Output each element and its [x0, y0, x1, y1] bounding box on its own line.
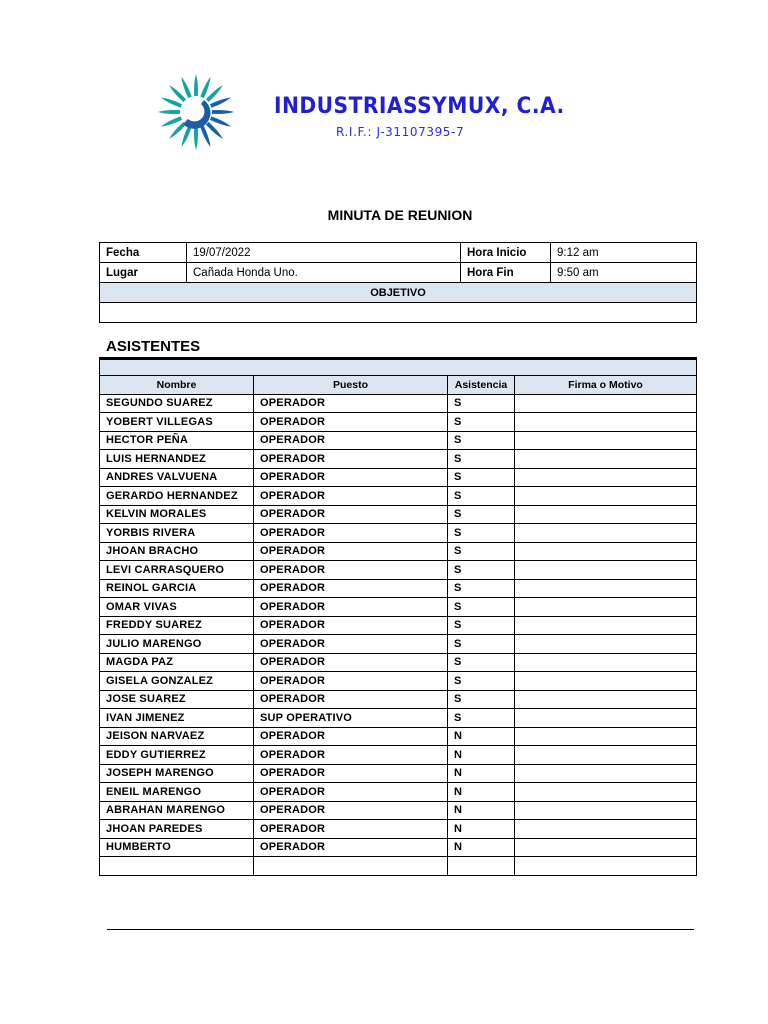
cell-asistencia: S: [448, 561, 515, 580]
cell-nombre: YOBERT VILLEGAS: [100, 413, 254, 432]
objetivo-value: [100, 303, 697, 323]
cell-firma: [515, 783, 697, 802]
cell-nombre: EDDY GUTIERREZ: [100, 746, 254, 765]
cell-asistencia: S: [448, 413, 515, 432]
cell-asistencia: S: [448, 450, 515, 469]
column-header-asistencia: Asistencia: [448, 376, 515, 395]
cell-nombre: JEISON NARVAEZ: [100, 727, 254, 746]
cell-firma: [515, 672, 697, 691]
cell-nombre: ENEIL MARENGO: [100, 783, 254, 802]
cell-puesto: OPERADOR: [254, 672, 448, 691]
cell-firma: [515, 616, 697, 635]
cell-puesto: OPERADOR: [254, 635, 448, 654]
cell-puesto: OPERADOR: [254, 746, 448, 765]
cell-nombre: ABRAHAN MARENGO: [100, 801, 254, 820]
cell-asistencia: S: [448, 616, 515, 635]
cell-firma: [515, 690, 697, 709]
cell-nombre: HECTOR PEÑA: [100, 431, 254, 450]
meeting-info-table: [99, 242, 697, 323]
cell-asistencia: S: [448, 468, 515, 487]
table-row: [100, 561, 697, 580]
cell-asistencia: S: [448, 690, 515, 709]
table-row: [100, 727, 697, 746]
fecha-label: Fecha: [100, 243, 187, 263]
cell-firma: [515, 542, 697, 561]
cell-asistencia: S: [448, 598, 515, 617]
cell-puesto: OPERADOR: [254, 764, 448, 783]
cell-firma: [515, 487, 697, 506]
cell-puesto: OPERADOR: [254, 413, 448, 432]
table-row: [100, 857, 697, 876]
cell-puesto: OPERADOR: [254, 505, 448, 524]
cell-nombre: LUIS HERNANDEZ: [100, 450, 254, 469]
cell-firma: [515, 820, 697, 839]
cell-asistencia: S: [448, 431, 515, 450]
meeting-row-place: [100, 263, 697, 283]
cell-nombre: JOSEPH MARENGO: [100, 764, 254, 783]
cell-puesto: SUP OPERATIVO: [254, 709, 448, 728]
attendees-title: ASISTENTES: [106, 338, 201, 355]
cell-nombre: GISELA GONZALEZ: [100, 672, 254, 691]
cell-asistencia: S: [448, 635, 515, 654]
table-row: [100, 524, 697, 543]
cell-firma: [515, 579, 697, 598]
cell-puesto: OPERADOR: [254, 783, 448, 802]
company-rif: R.I.F.: J-31107395-7: [336, 125, 465, 139]
cell-firma: [515, 431, 697, 450]
table-row: [100, 431, 697, 450]
cell-nombre: IVAN JIMENEZ: [100, 709, 254, 728]
cell-nombre: SEGUNDO SUAREZ: [100, 394, 254, 413]
cell-puesto: OPERADOR: [254, 653, 448, 672]
cell-puesto: OPERADOR: [254, 616, 448, 635]
cell-nombre: FREDDY SUAREZ: [100, 616, 254, 635]
table-row: [100, 820, 697, 839]
cell-firma: [515, 727, 697, 746]
hora-inicio-value: 9:12 am: [551, 243, 697, 263]
gear-leaf-icon: [156, 68, 236, 158]
table-row: [100, 653, 697, 672]
cell-nombre: YORBIS RIVERA: [100, 524, 254, 543]
cell-nombre: ANDRES VALVUENA: [100, 468, 254, 487]
table-row: [100, 838, 697, 857]
attendees-blank-header-row: [100, 360, 697, 376]
cell-puesto: OPERADOR: [254, 450, 448, 469]
cell-puesto: OPERADOR: [254, 820, 448, 839]
cell-puesto: OPERADOR: [254, 561, 448, 580]
cell-asistencia: S: [448, 542, 515, 561]
attendees-table: [99, 359, 697, 876]
cell-nombre: JHOAN BRACHO: [100, 542, 254, 561]
hora-inicio-label: Hora Inicio: [461, 243, 551, 263]
table-row: [100, 635, 697, 654]
objetivo-header-row: [100, 283, 697, 303]
cell-puesto: [254, 857, 448, 876]
table-row: [100, 783, 697, 802]
table-row: [100, 394, 697, 413]
table-row: [100, 487, 697, 506]
cell-firma: [515, 598, 697, 617]
cell-asistencia: N: [448, 727, 515, 746]
cell-asistencia: S: [448, 653, 515, 672]
column-header-nombre: Nombre: [100, 376, 254, 395]
cell-puesto: OPERADOR: [254, 579, 448, 598]
cell-asistencia: N: [448, 746, 515, 765]
cell-asistencia: [448, 857, 515, 876]
cell-asistencia: S: [448, 487, 515, 506]
cell-puesto: OPERADOR: [254, 468, 448, 487]
cell-nombre: JOSE SUAREZ: [100, 690, 254, 709]
attendees-header-row: [100, 376, 697, 395]
table-row: [100, 709, 697, 728]
table-row: [100, 413, 697, 432]
document-title: MINUTA DE REUNION: [327, 207, 473, 223]
cell-nombre: HUMBERTO: [100, 838, 254, 857]
hora-fin-value: 9:50 am: [551, 263, 697, 283]
cell-asistencia: N: [448, 801, 515, 820]
table-row: [100, 764, 697, 783]
table-row: [100, 801, 697, 820]
cell-nombre: KELVIN MORALES: [100, 505, 254, 524]
cell-firma: [515, 857, 697, 876]
table-row: [100, 672, 697, 691]
cell-asistencia: N: [448, 783, 515, 802]
cell-asistencia: S: [448, 709, 515, 728]
hora-fin-label: Hora Fin: [461, 263, 551, 283]
company-name: INDUSTRIASSYMUX, C.A.: [274, 94, 565, 119]
cell-firma: [515, 450, 697, 469]
cell-puesto: OPERADOR: [254, 801, 448, 820]
cell-nombre: JULIO MARENGO: [100, 635, 254, 654]
cell-nombre: GERARDO HERNANDEZ: [100, 487, 254, 506]
table-row: [100, 468, 697, 487]
objetivo-label: OBJETIVO: [100, 283, 697, 303]
cell-asistencia: S: [448, 672, 515, 691]
cell-nombre: MAGDA PAZ: [100, 653, 254, 672]
cell-puesto: OPERADOR: [254, 690, 448, 709]
cell-nombre: JHOAN PAREDES: [100, 820, 254, 839]
cell-asistencia: N: [448, 838, 515, 857]
column-header-firma: Firma o Motivo: [515, 376, 697, 395]
signature-line: [107, 929, 694, 930]
fecha-value: 19/07/2022: [187, 243, 461, 263]
cell-firma: [515, 413, 697, 432]
cell-puesto: OPERADOR: [254, 542, 448, 561]
cell-puesto: OPERADOR: [254, 838, 448, 857]
lugar-value: Cañada Honda Uno.: [187, 263, 461, 283]
cell-puesto: OPERADOR: [254, 394, 448, 413]
cell-nombre: REINOL GARCIA: [100, 579, 254, 598]
cell-firma: [515, 746, 697, 765]
cell-nombre: OMAR VIVAS: [100, 598, 254, 617]
cell-firma: [515, 709, 697, 728]
cell-puesto: OPERADOR: [254, 487, 448, 506]
table-row: [100, 505, 697, 524]
cell-asistencia: S: [448, 524, 515, 543]
table-row: [100, 542, 697, 561]
cell-firma: [515, 394, 697, 413]
lugar-label: Lugar: [100, 263, 187, 283]
cell-firma: [515, 468, 697, 487]
cell-asistencia: S: [448, 579, 515, 598]
cell-firma: [515, 764, 697, 783]
cell-firma: [515, 524, 697, 543]
cell-puesto: OPERADOR: [254, 524, 448, 543]
column-header-puesto: Puesto: [254, 376, 448, 395]
attendees-blank-header-cell: [100, 360, 697, 376]
cell-firma: [515, 838, 697, 857]
objetivo-value-row: [100, 303, 697, 323]
table-row: [100, 450, 697, 469]
cell-firma: [515, 635, 697, 654]
table-row: [100, 598, 697, 617]
cell-firma: [515, 505, 697, 524]
cell-firma: [515, 653, 697, 672]
cell-firma: [515, 561, 697, 580]
cell-puesto: OPERADOR: [254, 727, 448, 746]
cell-asistencia: S: [448, 505, 515, 524]
table-row: [100, 690, 697, 709]
cell-asistencia: N: [448, 764, 515, 783]
meeting-row-date: [100, 243, 697, 263]
cell-asistencia: N: [448, 820, 515, 839]
cell-puesto: OPERADOR: [254, 431, 448, 450]
cell-asistencia: S: [448, 394, 515, 413]
table-row: [100, 579, 697, 598]
table-row: [100, 746, 697, 765]
table-row: [100, 616, 697, 635]
cell-puesto: OPERADOR: [254, 598, 448, 617]
cell-firma: [515, 801, 697, 820]
cell-nombre: [100, 857, 254, 876]
cell-nombre: LEVI CARRASQUERO: [100, 561, 254, 580]
